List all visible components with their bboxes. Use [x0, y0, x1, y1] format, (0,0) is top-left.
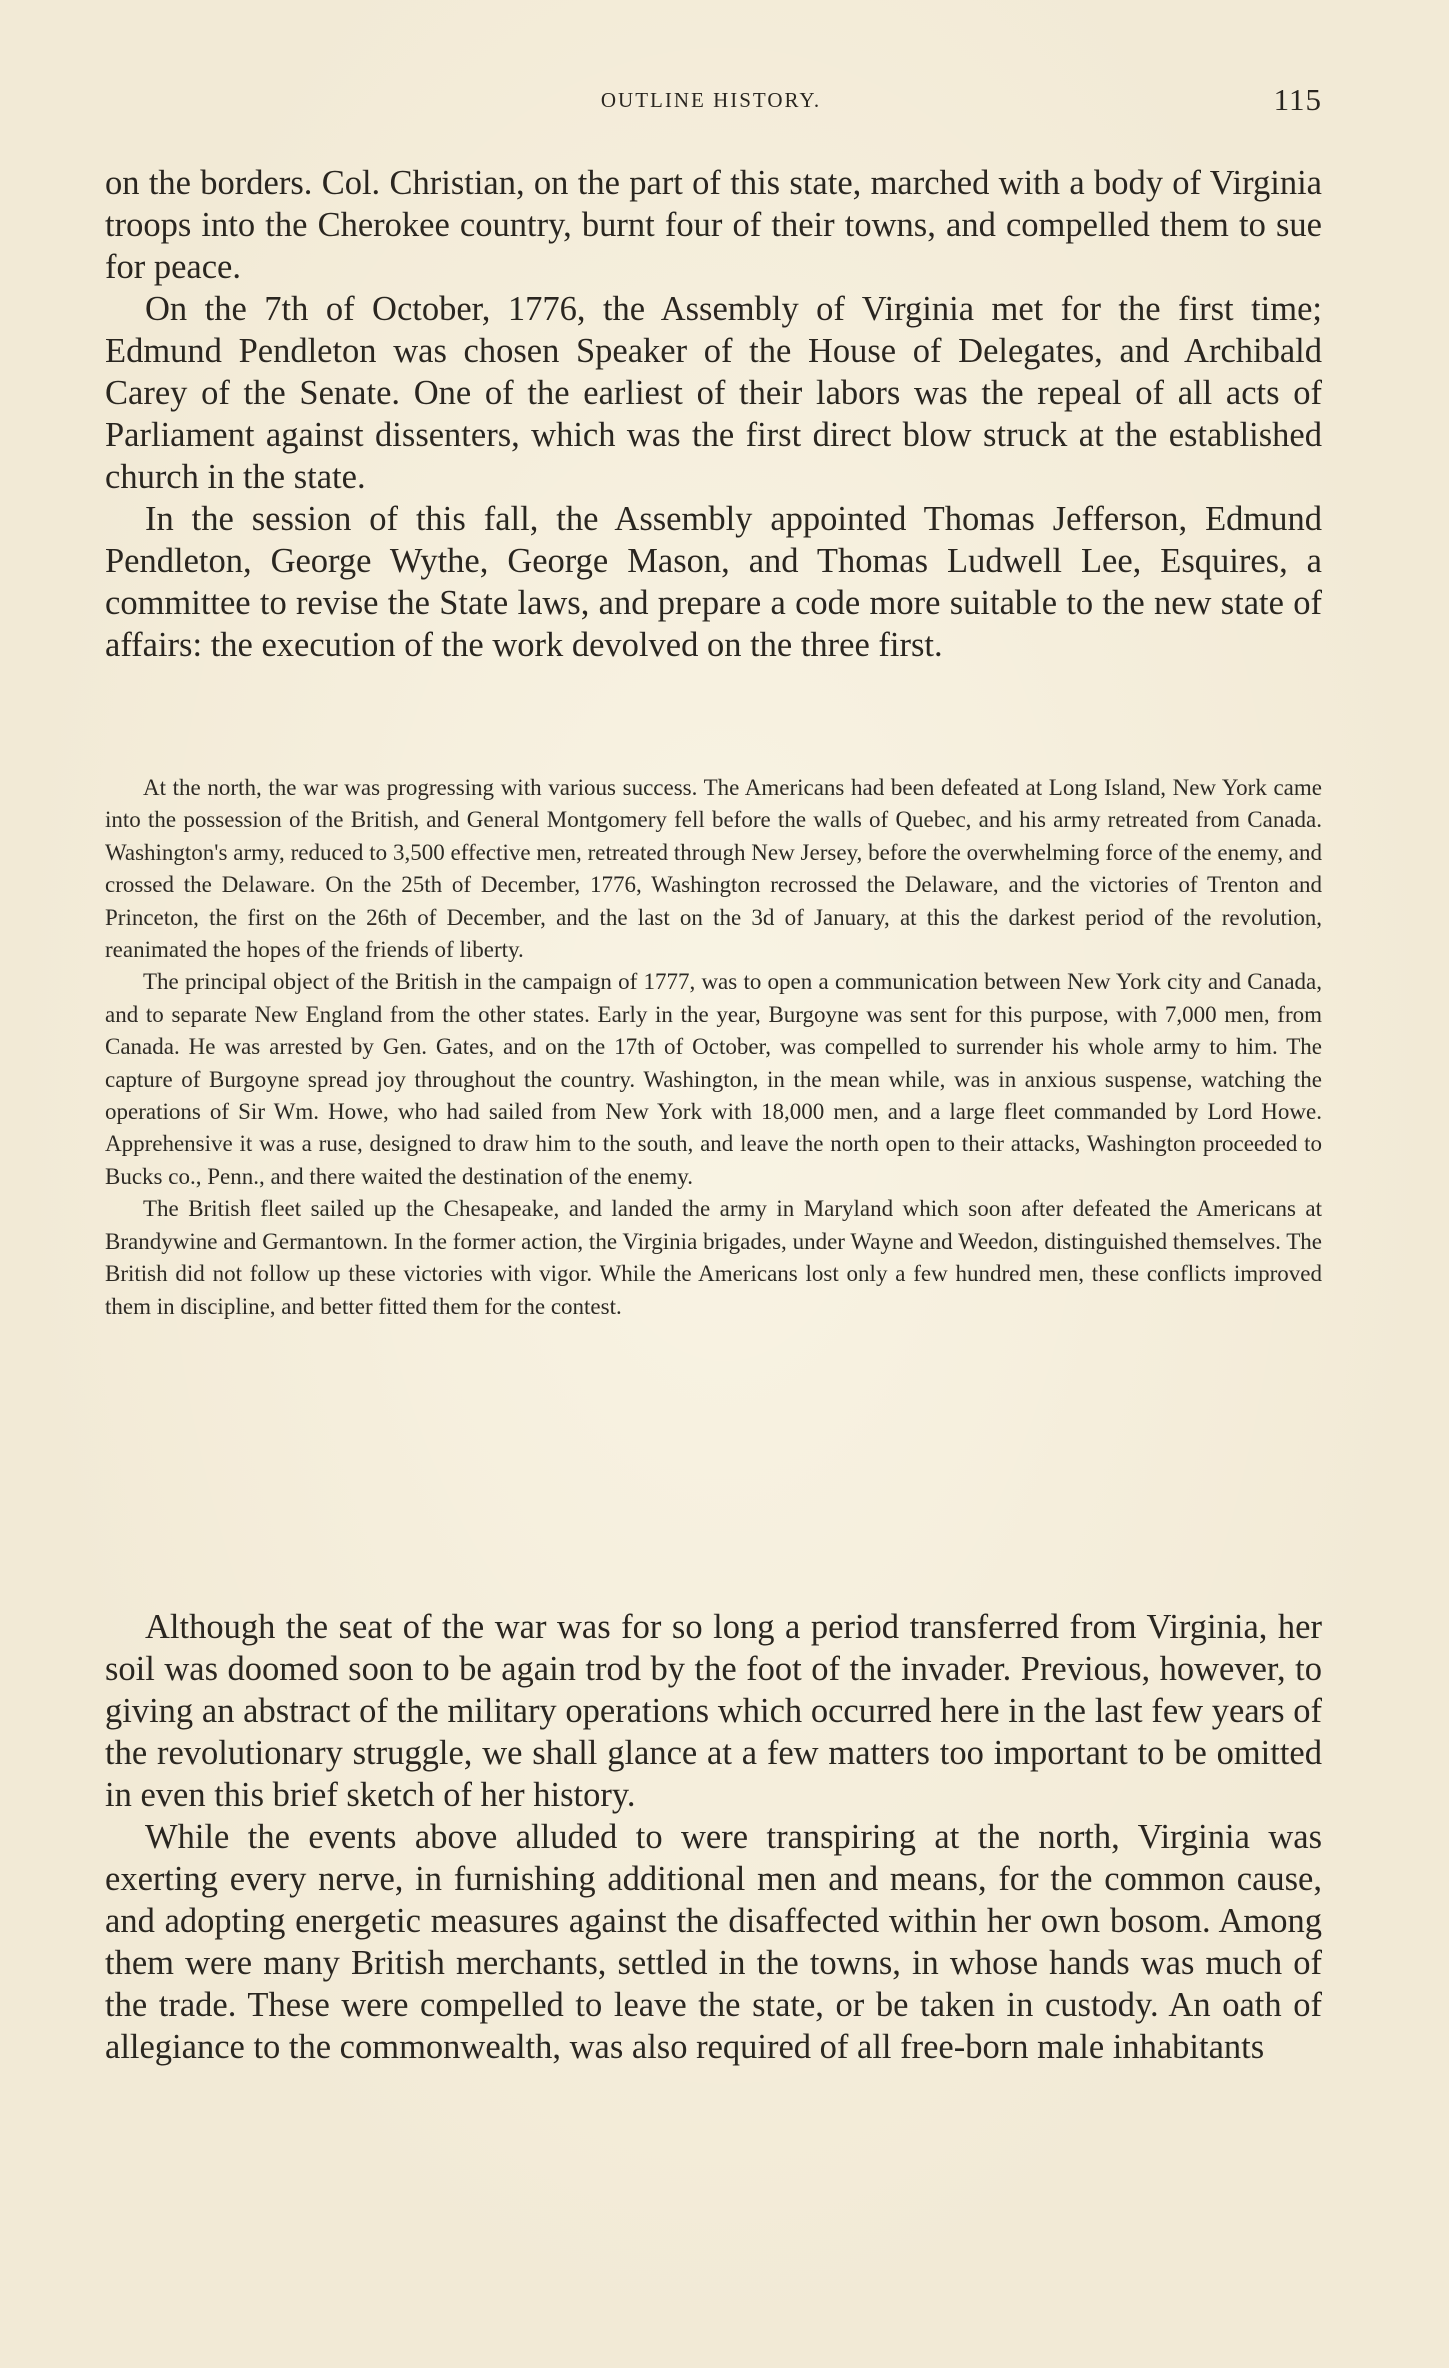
main-text-block-1	[105, 162, 1322, 666]
paragraph-law-revision: In the session of this fall, the Assembly appointed Thomas Jefferson, Edmund Pendleton, George Wythe, George Mason, and Thomas Ludwell Lee, Esquires, a committee to revise the State laws, and prepare a code more suitable to the new state of affairs: the execution of the work devolved on the three first.	[105, 500, 1322, 664]
paragraph-seat-of-war: Although the seat of the war was for so long a period transferred from Virginia, her soil was doomed soon to be again trod by the foot of the invader. Previous, however, to giving an abstract of the military operations which occurred here in the last few years of the revolutionary struggle, we shall glance at a few matters too important to be omitted in even this brief sketch of her history.	[105, 1608, 1322, 1814]
small-paragraph-campaign-1777: The principal object of the British in the campaign of 1777, was to open a communication between New York city and Canada, and to separate New England from the other states. Early in the year, Burgoyne was sent for this purpose, with 7,000 men, from Canada. He was arrested by Gen. Gates, and on the 17th of October, was compelled to surrender his whole army to him. The capture of Burgoyne spread joy throughout the country. Washington, in the mean while, was in anxious suspense, watching the operations of Sir Wm. Howe, who had sailed from New York with 18,000 men, and a large fleet commanded by Lord Howe. Apprehensive it was a ruse, designed to draw him to the south, and leave the north open to their attacks, Washington proceeded to Bucks co., Penn., and there waited the destination of the enemy.	[105, 969, 1322, 1189]
main-text-block-2	[105, 1606, 1322, 2068]
small-print-block	[105, 772, 1322, 1323]
small-paragraph-north-war: At the north, the war was progressing with various success. The Americans had been defeated at Long Island, New York came into the possession of the British, and General Montgomery fell before the walls of Quebec, and his army retreated from Canada. Washington's army, reduced to 3,500 effective men, retreated through New Jersey, before the overwhelming force of the enemy, and crossed the Delaware. On the 25th of December, 1776, Washington recrossed the Delaware, and the victories of Trenton and Princeton, the first on the 26th of December, and the last on the 3d of January, at this the darkest period of the revolution, reanimated the hopes of the friends of liberty.	[105, 775, 1322, 963]
running-head	[100, 84, 1322, 124]
paragraph-virginia-efforts: While the events above alluded to were transpiring at the north, Virginia was exerting every nerve, in furnishing additional men and means, for the common cause, and adopting energetic measures against the disaffected within her own bosom. Among them were many British merchants, settled in the towns, in whose hands was much of the trade. These were compelled to leave the state, or be taken in custody. An oath of allegiance to the commonwealth, was also required of all free-born male inhabitants	[105, 1818, 1322, 2066]
page-number: 115	[1273, 82, 1322, 117]
running-title: OUTLINE HISTORY.	[600, 88, 822, 112]
small-paragraph-british-fleet: The British fleet sailed up the Chesapeake, and landed the army in Maryland which soon after defeated the Americans at Brandywine and Germantown. In the former action, the Virginia brigades, under Wayne and Weedon, distinguished themselves. The British did not follow up these victories with vigor. While the Americans lost only a few hundred men, these conflicts improved them in discipline, and better fitted them for the contest.	[105, 1196, 1322, 1319]
paragraph-continuation: on the borders. Col. Christian, on the part of this state, marched with a body of Virginia troops into the Cherokee country, burnt four of their towns, and compelled them to sue for peace.	[105, 164, 1322, 286]
paragraph-assembly-meeting: On the 7th of October, 1776, the Assembly of Virginia met for the first time; Edmund Pendleton was chosen Speaker of the House of Delegates, and Archibald Carey of the Senate. One of the earliest of their labors was the repeal of all acts of Parliament against dissenters, which was the first direct blow struck at the established church in the state.	[105, 290, 1322, 496]
